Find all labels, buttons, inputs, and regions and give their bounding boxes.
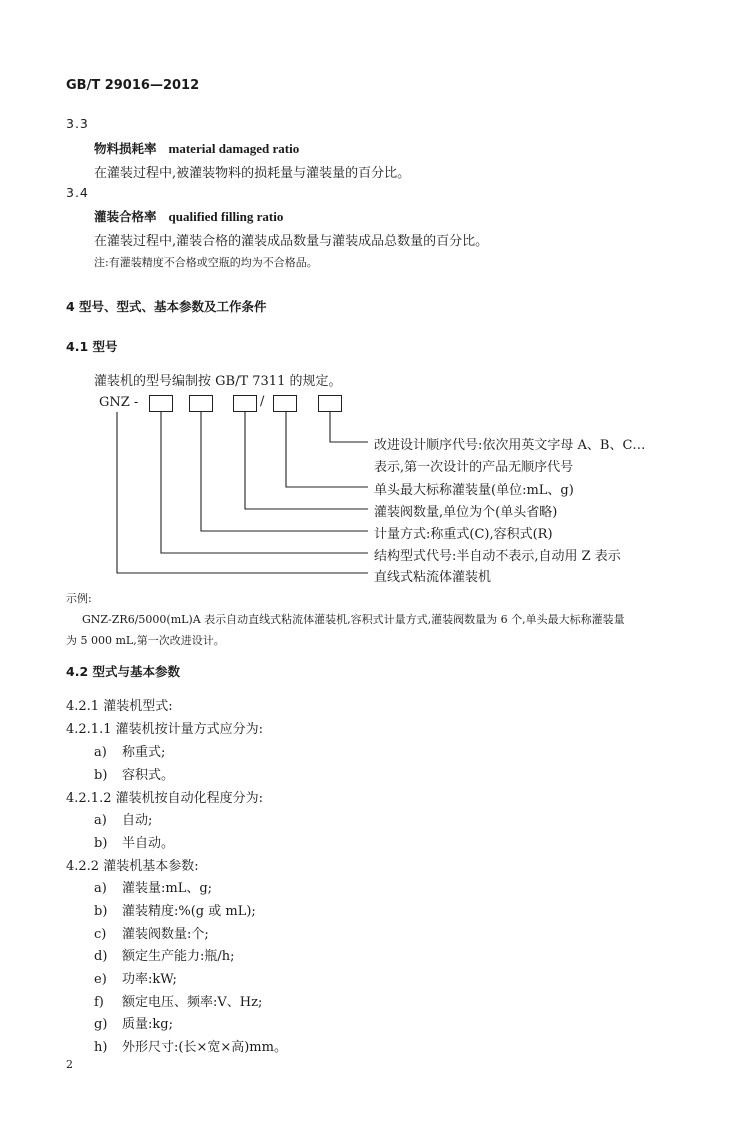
list-item bbox=[94, 877, 212, 896]
term-en: material damaged ratio bbox=[168, 141, 300, 156]
term-cn: 物料损耗率 bbox=[94, 141, 157, 156]
example-line-1: GNZ-ZR6/5000(mL)A 表示自动直线式粘流体灌装机,容积式计量方式,灌装阀数量为 6 个,单头最大标称灌装量 bbox=[82, 613, 625, 626]
section-4-title: 4 型号、型式、基本参数及工作条件 bbox=[66, 299, 267, 314]
list-item bbox=[94, 900, 256, 919]
clause-3-4-definition: 在灌装过程中,灌装合格的灌装成品数量与灌装成品总数量的百分比。 bbox=[94, 234, 489, 249]
list-item bbox=[94, 968, 177, 987]
model-rule-text: 灌装机的型号编制按 GB/T 7311 的规定。 bbox=[94, 374, 342, 389]
model-prefix: GNZ - bbox=[99, 395, 139, 410]
label-structure: 结构型式代号:半自动不表示,自动用 Z 表示 bbox=[374, 549, 621, 564]
item-letter: b) bbox=[94, 904, 108, 919]
clause-3-3-number: 3.3 bbox=[66, 116, 89, 131]
clause-3-4-note: 注:有灌装精度不合格或空瓶的均为不合格品。 bbox=[94, 256, 318, 269]
page-number: 2 bbox=[66, 1058, 73, 1071]
list-item bbox=[94, 832, 174, 851]
item-text: 额定生产能力:瓶/h; bbox=[122, 949, 235, 964]
item-letter: a) bbox=[94, 745, 107, 760]
label-machine-type: 直线式粘流体灌装机 bbox=[374, 570, 492, 585]
example-label: 示例: bbox=[66, 592, 92, 605]
item-text: 质量:kg; bbox=[122, 1017, 173, 1032]
item-text: 灌装精度:%(g 或 mL); bbox=[122, 904, 256, 919]
label-improvement-code: 改进设计顺序代号:依次用英文字母 A、B、C… bbox=[374, 438, 646, 453]
clause-4-2-2: 4.2.2 灌装机基本参数: bbox=[66, 859, 199, 874]
label-filling-volume: 单头最大标称灌装量(单位:mL、g) bbox=[374, 483, 574, 498]
clause-3-4-number: 3.4 bbox=[66, 185, 89, 200]
list-item bbox=[94, 1036, 287, 1055]
item-letter: c) bbox=[94, 927, 107, 942]
label-improvement-code-cont: 表示,第一次设计的产品无顺序代号 bbox=[374, 460, 574, 475]
item-letter: h) bbox=[94, 1040, 108, 1055]
list-item bbox=[94, 1013, 173, 1032]
list-item bbox=[94, 923, 209, 942]
clause-4-2-1-2: 4.2.1.2 灌装机按自动化程度分为: bbox=[66, 791, 263, 806]
list-item bbox=[94, 991, 262, 1010]
item-text: 功率:kW; bbox=[122, 972, 177, 987]
item-text: 灌装量:mL、g; bbox=[122, 881, 213, 896]
item-text: 外形尺寸:(长×宽×高)mm。 bbox=[122, 1040, 287, 1055]
list-item bbox=[94, 945, 235, 964]
list-item bbox=[94, 741, 165, 760]
standard-code: GB/T 29016—2012 bbox=[66, 78, 200, 93]
clause-3-3-definition: 在灌装过程中,被灌装物料的损耗量与灌装量的百分比。 bbox=[94, 166, 411, 181]
item-text: 半自动。 bbox=[122, 836, 175, 851]
item-letter: b) bbox=[94, 836, 108, 851]
item-text: 灌装阀数量:个; bbox=[122, 927, 209, 942]
slash-separator: / bbox=[260, 394, 265, 409]
item-letter: d) bbox=[94, 949, 108, 964]
label-metering: 计量方式:称重式(C),容积式(R) bbox=[374, 527, 553, 542]
item-letter: g) bbox=[94, 1017, 108, 1032]
term-en: qualified filling ratio bbox=[168, 209, 284, 224]
item-letter: f) bbox=[94, 995, 104, 1010]
item-text: 额定电压、频率:V、Hz; bbox=[122, 995, 263, 1010]
term-cn: 灌装合格率 bbox=[94, 209, 157, 224]
item-letter: e) bbox=[94, 972, 107, 987]
example-line-2: 为 5 000 mL,第一次改进设计。 bbox=[66, 634, 225, 647]
clause-4-2-1: 4.2.1 灌装机型式: bbox=[66, 699, 173, 714]
item-letter: b) bbox=[94, 768, 108, 783]
item-text: 自动; bbox=[122, 813, 153, 828]
list-item bbox=[94, 764, 174, 783]
clause-4-2-1-1: 4.2.1.1 灌装机按计量方式应分为: bbox=[66, 722, 263, 737]
section-4-2-title: 4.2 型式与基本参数 bbox=[66, 664, 180, 679]
item-text: 容积式。 bbox=[122, 768, 175, 783]
list-item bbox=[94, 809, 152, 828]
section-4-1-title: 4.1 型号 bbox=[66, 339, 118, 354]
item-letter: a) bbox=[94, 813, 107, 828]
item-text: 称重式; bbox=[122, 745, 166, 760]
label-valve-count: 灌装阀数量,单位为个(单头省略) bbox=[374, 505, 558, 520]
item-letter: a) bbox=[94, 881, 107, 896]
